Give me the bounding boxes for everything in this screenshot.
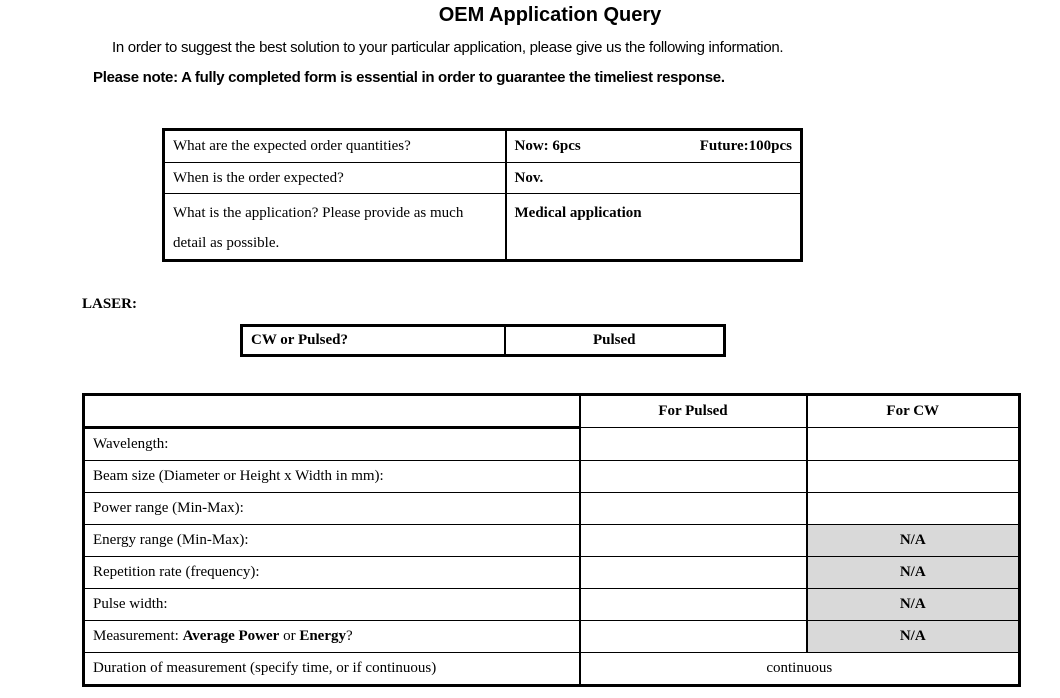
spec-duration-answer-cell[interactable]: continuous (580, 653, 1020, 686)
table-row (84, 428, 1020, 461)
spec-energy-range-pulsed-cell[interactable] (580, 525, 807, 557)
table-row (164, 163, 802, 194)
order-expected-question: When is the order expected? (164, 163, 506, 194)
table-row (84, 653, 1020, 686)
table-row (84, 589, 1020, 621)
measurement-label-suffix: ? (346, 628, 353, 644)
spec-measurement-cw-na-cell: N/A (807, 621, 1020, 653)
spec-measurement-pulsed-cell[interactable] (580, 621, 807, 653)
spec-header-for-cw: For CW (807, 395, 1020, 428)
spec-label-power-range: Power range (Min-Max): (84, 493, 580, 525)
cw-or-pulsed-answer-cell[interactable]: Pulsed (505, 326, 725, 356)
table-row (84, 493, 1020, 525)
table-row (84, 621, 1020, 653)
order-future-value: Future:100pcs (699, 138, 792, 154)
table-row (84, 525, 1020, 557)
spec-wavelength-pulsed-cell[interactable] (580, 428, 807, 461)
spec-pulse-width-cw-na-cell: N/A (807, 589, 1020, 621)
table-row (164, 194, 802, 261)
spec-label-duration: Duration of measurement (specify time, or if continuous) (84, 653, 580, 686)
spec-beam-size-pulsed-cell[interactable] (580, 461, 807, 493)
order-quantities-answer-cell[interactable] (506, 130, 802, 163)
order-quantities-table (162, 128, 803, 262)
laser-spec-table (82, 393, 1021, 687)
intro-text: In order to suggest the best solution to your particular application, please give us the following information. (112, 39, 784, 56)
laser-mode-table (240, 324, 726, 357)
spec-label-pulse-width: Pulse width: (84, 589, 580, 621)
table-row (164, 130, 802, 163)
table-row (84, 557, 1020, 589)
spec-wavelength-cw-cell[interactable] (807, 428, 1020, 461)
measurement-label-prefix: Measurement: (93, 628, 183, 644)
spec-power-range-pulsed-cell[interactable] (580, 493, 807, 525)
measurement-label-energy: Energy (299, 628, 346, 644)
spec-energy-range-cw-na-cell: N/A (807, 525, 1020, 557)
spec-beam-size-cw-cell[interactable] (807, 461, 1020, 493)
order-quantities-question: What are the expected order quantities? (164, 130, 506, 163)
spec-header-for-pulsed: For Pulsed (580, 395, 807, 428)
spec-repetition-rate-pulsed-cell[interactable] (580, 557, 807, 589)
order-expected-answer-cell[interactable]: Nov. (506, 163, 802, 194)
measurement-label-or: or (279, 628, 300, 644)
measurement-label-average-power: Average Power (182, 628, 280, 644)
page-title: OEM Application Query (438, 4, 662, 26)
spec-header-empty-cell (84, 395, 580, 428)
spec-label-measurement (84, 621, 580, 653)
spec-header-row (84, 395, 1020, 428)
spec-label-energy-range: Energy range (Min-Max): (84, 525, 580, 557)
spec-pulse-width-pulsed-cell[interactable] (580, 589, 807, 621)
cw-or-pulsed-question: CW or Pulsed? (242, 326, 505, 356)
laser-section-label: LASER: (82, 296, 138, 312)
spec-label-wavelength: Wavelength: (84, 428, 580, 461)
table-row (84, 461, 1020, 493)
application-question: What is the application? Please provide as much detail as possible. (164, 194, 506, 261)
note-text: Please note: A fully completed form is essential in order to guarantee the timeliest response. (93, 69, 725, 86)
order-now-value: Now: 6pcs (514, 138, 581, 154)
spec-power-range-cw-cell[interactable] (807, 493, 1020, 525)
spec-label-beam-size: Beam size (Diameter or Height x Width in mm): (84, 461, 580, 493)
application-answer-cell[interactable]: Medical application (506, 194, 802, 261)
spec-label-repetition-rate: Repetition rate (frequency): (84, 557, 580, 589)
spec-repetition-rate-cw-na-cell: N/A (807, 557, 1020, 589)
table-row (242, 326, 725, 356)
